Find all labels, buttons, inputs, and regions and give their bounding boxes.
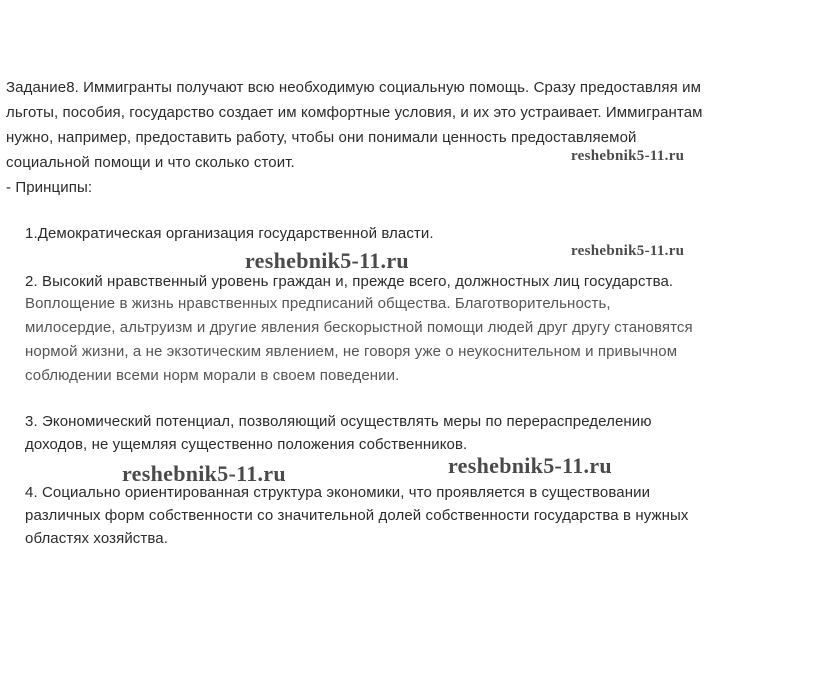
task-line-3: нужно, например, предоставить работу, чтобы они понимали ценность предоставляемой [6,129,637,146]
watermark-text: reshebnik5-11.ru [571,243,685,259]
principle-2-line-2: Воплощение в жизнь нравственных предписаний общества. Благотворительность, [25,295,611,312]
watermark-text: reshebnik5-11.ru [122,461,286,486]
principle-4-line-1: 4. Социально ориентированная структура экономики, что проявляется в существовании [25,484,651,501]
watermark-text: reshebnik5-11.ru [448,453,612,478]
watermark-text: reshebnik5-11.ru [245,248,409,273]
principle-4-line-3: областях хозяйства. [25,530,168,547]
principle-2-line-5: соблюдении всеми норм морали в своем поведении. [25,367,400,384]
principle-2-line-3: милосердие, альтруизм и другие явления бескорыстной помощи людей друг другу становятся [25,319,693,336]
principle-2-line-1: 2. Высокий нравственный уровень граждан и, прежде всего, должностных лиц государства. [25,273,674,290]
principle-3-line-2: доходов, не ущемляя существенно положения собственников. [25,436,468,453]
task-line-1: Задание8. Иммигранты получают всю необходимую социальную помощь. Сразу предоставляя им [6,79,702,96]
principle-4-line-2: различных форм собственности со значительной долей собственности государства в нужных [25,507,689,524]
principle-3-line-1: 3. Экономический потенциал, позволяющий осуществлять меры по перераспределению [25,413,652,430]
principles-heading: - Принципы: [6,179,93,196]
task-line-4: социальной помощи и что сколько стоит. [6,154,295,171]
task-line-2: льготы, пособия, государство создает им комфортные условия, и их это устраивает. Иммигрантам [6,104,703,121]
principle-1-line-1: 1.Демократическая организация государственной власти. [25,225,434,242]
watermark-text: reshebnik5-11.ru [571,148,685,164]
principle-2-line-4: нормой жизни, а не экзотическим явлением, не говоря уже о неукоснительном и привычном [25,343,678,360]
